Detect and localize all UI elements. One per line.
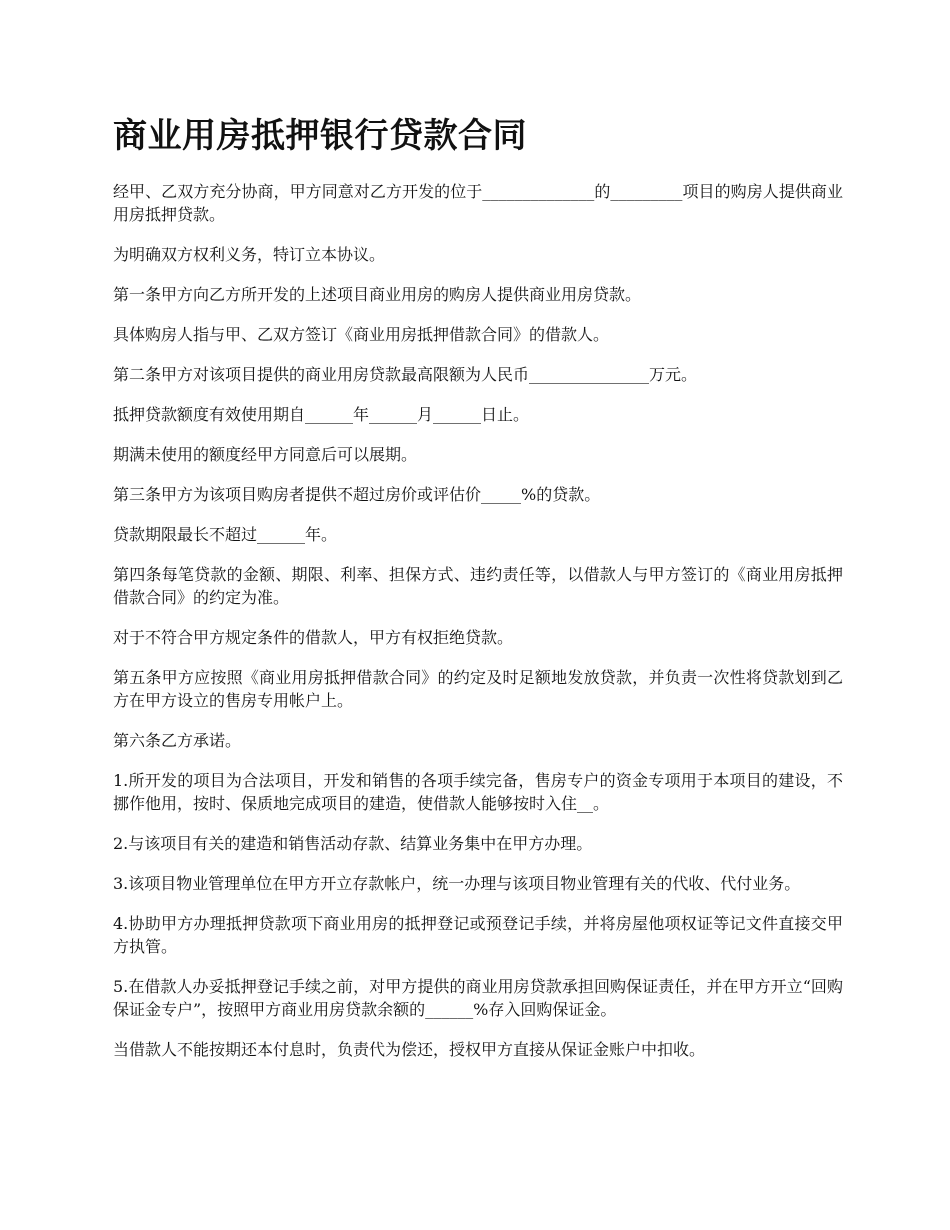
paragraph-commitment-5: 5.在借款人办妥抵押登记手续之前，对甲方提供的商业用房贷款承担回购保证责任，并在甲方开立“回购保证金专户”，按照甲方商业用房贷款余额的______%存入回购保证金。 bbox=[113, 977, 843, 1019]
paragraph-repayment: 当借款人不能按期还本付息时，负责代为偿还，授权甲方直接从保证金账户中扣收。 bbox=[113, 1040, 706, 1059]
paragraph-intro: 经甲、乙双方充分协商，甲方同意对乙方开发的位于______________的_________项目的购房人提供商业用房抵押贷款。 bbox=[113, 182, 843, 224]
document-page bbox=[113, 112, 843, 1078]
paragraph-article-1: 第一条甲方向乙方所开发的上述项目商业用房的购房人提供商业用房贷款。 bbox=[113, 285, 642, 304]
paragraph-article-6: 第六条乙方承诺。 bbox=[113, 731, 242, 750]
paragraph-extension: 期满未使用的额度经甲方同意后可以展期。 bbox=[113, 445, 418, 464]
paragraph-article-2: 第二条甲方对该项目提供的商业用房贷款最高限额为人民币_______________万元。 bbox=[113, 365, 698, 384]
paragraph-purpose: 为明确双方权利义务，特订立本协议。 bbox=[113, 245, 386, 264]
paragraph-commitment-3: 3.该项目物业管理单位在甲方开立存款帐户，统一办理与该项目物业管理有关的代收、代付业务。 bbox=[113, 874, 801, 893]
paragraph-borrower-definition: 具体购房人指与甲、乙双方签订《商业用房抵押借款合同》的借款人。 bbox=[113, 325, 610, 344]
document-title: 商业用房抵押银行贷款合同 bbox=[113, 116, 527, 156]
paragraph-validity-period: 抵押贷款额度有效使用期自______年______月______日止。 bbox=[113, 405, 530, 424]
paragraph-refusal: 对于不符合甲方规定条件的借款人，甲方有权拒绝贷款。 bbox=[113, 628, 514, 647]
paragraph-article-3: 第三条甲方为该项目购房者提供不超过房价或评估价_____%的贷款。 bbox=[113, 485, 601, 504]
paragraph-article-5: 第五条甲方应按照《商业用房抵押借款合同》的约定及时足额地发放贷款，并负责一次性将贷款划到乙方在甲方设立的售房专用帐户上。 bbox=[113, 668, 843, 710]
paragraph-commitment-2: 2.与该项目有关的建造和销售活动存款、结算业务集中在甲方办理。 bbox=[113, 834, 593, 853]
paragraph-commitment-1: 1.所开发的项目为合法项目，开发和销售的各项手续完备，售房专户的资金专项用于本项目的建设，不挪作他用，按时、保质地完成项目的建造，使借款人能够按时入住__。 bbox=[113, 771, 843, 813]
paragraph-loan-term: 贷款期限最长不超过______年。 bbox=[113, 525, 338, 544]
paragraph-article-4: 第四条每笔贷款的金额、期限、利率、担保方式、违约责任等，以借款人与甲方签订的《商业用房抵押借款合同》的约定为准。 bbox=[113, 565, 843, 607]
paragraph-commitment-4: 4.协助甲方办理抵押贷款项下商业用房的抵押登记或预登记手续，并将房屋他项权证等记文件直接交甲方执管。 bbox=[113, 914, 843, 956]
